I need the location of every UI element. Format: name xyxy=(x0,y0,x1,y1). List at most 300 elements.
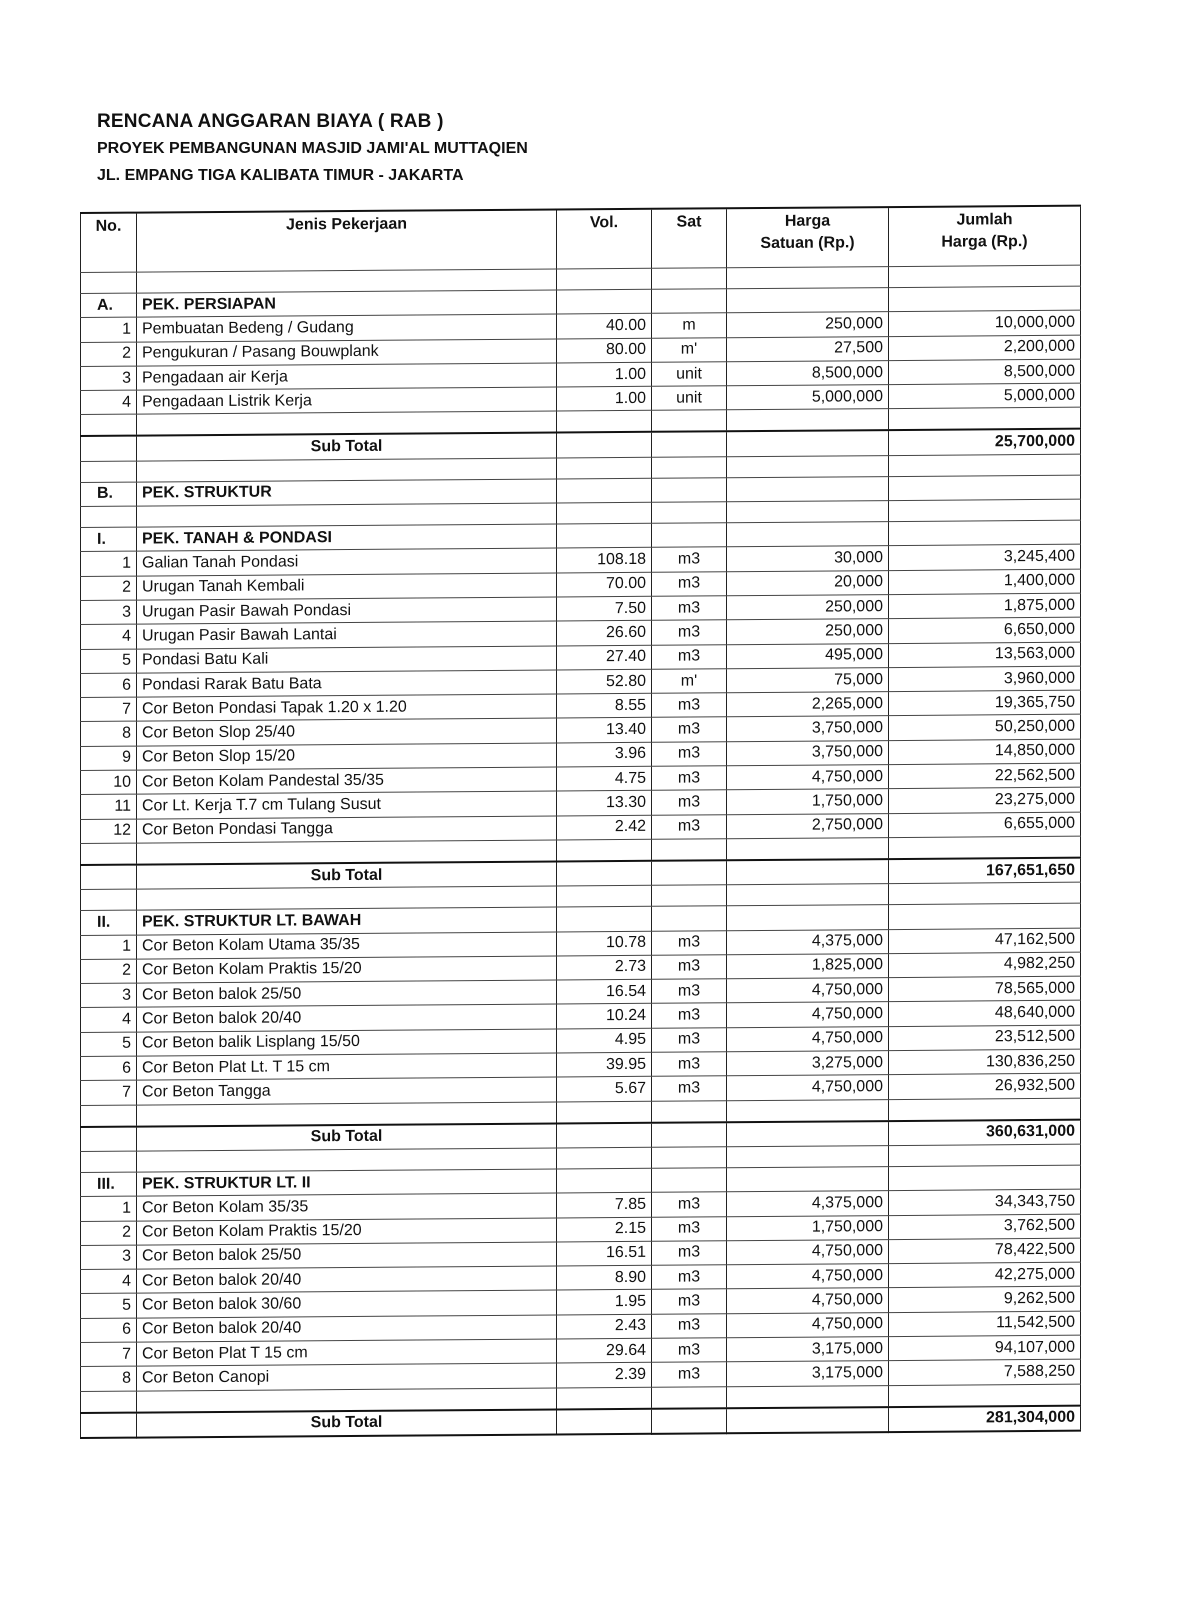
item-unit-price: 75,000 xyxy=(727,667,889,692)
item-unit-price: 1,750,000 xyxy=(727,1215,889,1240)
empty-cell xyxy=(557,411,652,433)
item-unit: m xyxy=(652,313,727,338)
section-title: PEK. TANAH & PONDASI xyxy=(137,524,557,551)
item-job: Cor Beton balok 20/40 xyxy=(137,1004,557,1031)
item-job: Cor Beton Slop 25/40 xyxy=(137,718,557,745)
item-no: 4 xyxy=(81,1269,137,1294)
subtotal-value: 167,651,650 xyxy=(889,858,1081,884)
empty-cell xyxy=(137,1102,557,1127)
empty-cell xyxy=(889,903,1081,929)
item-unit-price: 2,265,000 xyxy=(727,692,889,717)
section-title: PEK. PERSIAPAN xyxy=(137,290,557,317)
item-unit: m3 xyxy=(652,1192,727,1217)
item-job: Pengadaan air Kerja xyxy=(137,363,557,390)
empty-cell xyxy=(727,1145,889,1167)
empty-cell xyxy=(727,267,889,289)
empty-cell xyxy=(727,476,889,501)
empty-cell xyxy=(81,843,137,865)
empty-cell xyxy=(652,839,727,861)
budget-table xyxy=(80,205,1081,1439)
item-no: 10 xyxy=(81,770,137,795)
item-job: Cor Beton Kolam Praktis 15/20 xyxy=(137,1218,557,1245)
item-vol: 26.60 xyxy=(557,621,652,646)
empty-cell xyxy=(727,501,889,523)
item-no: 3 xyxy=(81,366,137,391)
empty-cell xyxy=(889,882,1081,904)
item-job: Cor Beton Tangga xyxy=(137,1077,557,1104)
empty-cell xyxy=(557,268,652,290)
empty-cell xyxy=(889,836,1081,859)
item-unit: m3 xyxy=(652,1027,727,1052)
item-job: Pondasi Rarak Batu Bata xyxy=(137,670,557,697)
item-total: 42,275,000 xyxy=(889,1262,1081,1288)
item-unit: m3 xyxy=(652,571,727,596)
item-vol: 5.67 xyxy=(557,1077,652,1102)
item-no: 5 xyxy=(81,1293,137,1318)
item-job: Cor Beton Slop 15/20 xyxy=(137,743,557,770)
section-title: PEK. STRUKTUR LT. BAWAH xyxy=(137,907,557,934)
item-vol: 29.64 xyxy=(557,1338,652,1363)
empty-cell xyxy=(557,289,652,314)
empty-cell xyxy=(652,432,727,457)
empty-cell xyxy=(81,865,137,890)
item-job: Cor Lt. Kerja T.7 cm Tulang Susut xyxy=(137,791,557,818)
empty-cell xyxy=(652,478,727,503)
empty-cell xyxy=(652,906,727,931)
empty-cell xyxy=(81,506,137,527)
empty-cell xyxy=(889,265,1081,287)
item-job: Pengadaan Listrik Kerja xyxy=(137,387,557,414)
empty-cell xyxy=(652,289,727,314)
item-vol: 2.39 xyxy=(557,1363,652,1388)
item-unit-price: 30,000 xyxy=(727,546,889,571)
item-no: 6 xyxy=(81,1318,137,1343)
empty-cell xyxy=(889,454,1081,476)
empty-cell xyxy=(81,461,137,482)
item-total: 13,563,000 xyxy=(889,642,1081,668)
item-unit-price: 4,375,000 xyxy=(727,929,889,954)
item-job: Cor Beton balok 20/40 xyxy=(137,1266,557,1293)
col-header-no: No. xyxy=(81,213,137,273)
empty-cell xyxy=(81,1126,137,1151)
empty-cell xyxy=(557,839,652,861)
empty-cell xyxy=(889,1165,1081,1191)
item-no: 4 xyxy=(81,624,137,649)
item-unit-price: 1,750,000 xyxy=(727,789,889,814)
item-no: 1 xyxy=(81,1196,137,1221)
item-unit: m3 xyxy=(652,1338,727,1363)
item-unit-price: 27,500 xyxy=(727,336,889,361)
empty-cell xyxy=(727,431,889,457)
item-job: Cor Beton Kolam Praktis 15/20 xyxy=(137,956,557,983)
item-unit-price: 4,750,000 xyxy=(727,1002,889,1027)
empty-cell xyxy=(889,286,1081,312)
section-title: PEK. STRUKTUR LT. II xyxy=(137,1169,557,1196)
item-total: 3,762,500 xyxy=(889,1214,1081,1240)
item-vol: 40.00 xyxy=(557,314,652,339)
item-vol: 27.40 xyxy=(557,645,652,670)
item-vol: 7.50 xyxy=(557,596,652,621)
item-total: 1,400,000 xyxy=(889,569,1081,595)
empty-cell xyxy=(557,907,652,932)
empty-cell xyxy=(557,457,652,479)
item-unit: m3 xyxy=(652,717,727,742)
item-total: 23,275,000 xyxy=(889,788,1081,814)
item-unit-price: 4,750,000 xyxy=(727,1075,889,1100)
item-no: 6 xyxy=(81,673,137,698)
item-unit: m3 xyxy=(652,814,727,839)
item-no: 1 xyxy=(81,317,137,342)
empty-cell xyxy=(81,1412,137,1438)
section-title: PEK. STRUKTUR xyxy=(137,479,557,506)
item-unit: m3 xyxy=(652,596,727,621)
item-unit-price: 1,825,000 xyxy=(727,953,889,978)
item-job: Pembuatan Bedeng / Gudang xyxy=(137,314,557,341)
item-job: Cor Beton balok 20/40 xyxy=(137,1315,557,1342)
item-vol: 4.75 xyxy=(557,766,652,791)
empty-cell xyxy=(727,859,889,885)
subtotal-label: Sub Total xyxy=(137,861,557,889)
section-code: B. xyxy=(81,482,137,507)
section-code: I. xyxy=(81,527,137,552)
empty-cell xyxy=(727,288,889,313)
item-unit-price: 4,750,000 xyxy=(727,1264,889,1289)
empty-cell xyxy=(557,478,652,503)
empty-cell xyxy=(652,268,727,290)
item-job: Cor Beton Kolam 35/35 xyxy=(137,1193,557,1220)
empty-cell xyxy=(652,1168,727,1193)
item-job: Cor Beton balok 25/50 xyxy=(137,980,557,1007)
item-vol: 2.73 xyxy=(557,955,652,980)
empty-cell xyxy=(557,1408,652,1434)
item-unit-price: 3,275,000 xyxy=(727,1051,889,1076)
empty-cell xyxy=(889,475,1081,501)
empty-cell xyxy=(727,522,889,547)
subtotal-value: 281,304,000 xyxy=(889,1405,1081,1432)
item-vol: 8.55 xyxy=(557,693,652,718)
item-no: 3 xyxy=(81,1245,137,1270)
item-total: 130,836,250 xyxy=(889,1049,1081,1075)
item-vol: 16.54 xyxy=(557,979,652,1004)
empty-cell xyxy=(557,1147,652,1169)
col-header-price-line1: Harga xyxy=(784,212,831,230)
col-header-price xyxy=(727,207,889,268)
empty-cell xyxy=(727,1166,889,1191)
empty-cell xyxy=(727,1121,889,1147)
item-no: 5 xyxy=(81,1032,137,1057)
document-header xyxy=(97,108,528,189)
item-vol: 3.96 xyxy=(557,742,652,767)
empty-cell xyxy=(727,905,889,930)
item-no: 7 xyxy=(81,1342,137,1367)
item-vol: 39.95 xyxy=(557,1052,652,1077)
item-job: Urugan Pasir Bawah Pondasi xyxy=(137,597,557,624)
item-job: Cor Beton Kolam Pandestal 35/35 xyxy=(137,767,557,794)
item-no: 2 xyxy=(81,1221,137,1246)
item-vol: 70.00 xyxy=(557,572,652,597)
item-total: 48,640,000 xyxy=(889,1001,1081,1027)
col-header-total-line2: Harga (Rp.) xyxy=(941,233,1028,251)
item-vol: 52.80 xyxy=(557,669,652,694)
item-unit: m3 xyxy=(652,1052,727,1077)
item-total: 22,562,500 xyxy=(889,763,1081,789)
item-vol: 4.95 xyxy=(557,1028,652,1053)
empty-cell xyxy=(137,840,557,865)
item-total: 1,875,000 xyxy=(889,593,1081,619)
item-unit: m3 xyxy=(652,1265,727,1290)
empty-cell xyxy=(727,1407,889,1433)
empty-cell xyxy=(81,272,137,293)
item-unit-price: 495,000 xyxy=(727,643,889,668)
item-job: Cor Beton Plat T 15 cm xyxy=(137,1339,557,1366)
item-vol: 13.30 xyxy=(557,791,652,816)
empty-cell xyxy=(889,1384,1081,1407)
item-unit: m3 xyxy=(652,1216,727,1241)
col-header-job: Jenis Pekerjaan xyxy=(137,210,557,273)
item-total: 8,500,000 xyxy=(889,359,1081,385)
item-unit-price: 250,000 xyxy=(727,619,889,644)
empty-cell xyxy=(727,455,889,477)
empty-cell xyxy=(727,884,889,906)
empty-cell xyxy=(727,409,889,432)
empty-cell xyxy=(652,1122,727,1147)
empty-cell xyxy=(557,502,652,524)
empty-cell xyxy=(652,860,727,885)
empty-cell xyxy=(652,1408,727,1434)
empty-cell xyxy=(652,1100,727,1122)
empty-cell xyxy=(557,886,652,908)
item-unit: m3 xyxy=(652,1003,727,1028)
empty-cell xyxy=(652,523,727,548)
subtotal-label: Sub Total xyxy=(137,433,557,461)
item-no: 1 xyxy=(81,551,137,576)
empty-cell xyxy=(652,457,727,479)
item-total: 19,365,750 xyxy=(889,690,1081,716)
item-vol: 2.42 xyxy=(557,815,652,840)
item-unit: m' xyxy=(652,337,727,362)
item-no: 12 xyxy=(81,819,137,844)
empty-cell xyxy=(557,1101,652,1123)
empty-cell xyxy=(81,415,137,437)
item-vol: 2.15 xyxy=(557,1217,652,1242)
item-total: 78,422,500 xyxy=(889,1238,1081,1264)
col-header-price-line2: Satuan (Rp.) xyxy=(760,234,855,253)
col-header-total-line1: Jumlah xyxy=(956,211,1013,229)
item-no: 5 xyxy=(81,649,137,674)
empty-cell xyxy=(137,1388,557,1413)
item-vol: 2.43 xyxy=(557,1314,652,1339)
item-unit-price: 3,175,000 xyxy=(727,1361,889,1386)
item-unit-price: 4,750,000 xyxy=(727,1239,889,1264)
item-job: Pondasi Batu Kali xyxy=(137,646,557,673)
empty-cell xyxy=(652,1147,727,1169)
empty-cell xyxy=(81,436,137,461)
item-unit: m3 xyxy=(652,930,727,955)
item-total: 47,162,500 xyxy=(889,928,1081,954)
item-vol: 1.00 xyxy=(557,362,652,387)
item-unit-price: 250,000 xyxy=(727,595,889,620)
empty-cell xyxy=(137,411,557,436)
item-total: 2,200,000 xyxy=(889,335,1081,361)
empty-cell xyxy=(652,885,727,907)
item-vol: 1.95 xyxy=(557,1290,652,1315)
empty-cell xyxy=(889,408,1081,431)
item-total: 6,655,000 xyxy=(889,812,1081,838)
item-vol: 16.51 xyxy=(557,1241,652,1266)
item-job: Cor Beton balok 25/50 xyxy=(137,1242,557,1269)
item-unit: m3 xyxy=(652,1313,727,1338)
item-no: 8 xyxy=(81,1366,137,1391)
empty-cell xyxy=(81,889,137,910)
item-job: Cor Beton Kolam Utama 35/35 xyxy=(137,932,557,959)
item-vol: 80.00 xyxy=(557,338,652,363)
item-unit-price: 3,750,000 xyxy=(727,740,889,765)
item-unit-price: 4,750,000 xyxy=(727,1288,889,1313)
item-unit: m3 xyxy=(652,790,727,815)
item-job: Cor Beton balok 30/60 xyxy=(137,1290,557,1317)
item-unit-price: 3,750,000 xyxy=(727,716,889,741)
section-code: III. xyxy=(81,1172,137,1197)
item-unit: m3 xyxy=(652,620,727,645)
item-unit-price: 4,750,000 xyxy=(727,1026,889,1051)
col-header-vol: Vol. xyxy=(557,209,652,269)
item-job: Urugan Tanah Kembali xyxy=(137,573,557,600)
item-total: 9,262,500 xyxy=(889,1287,1081,1313)
item-unit: m3 xyxy=(652,547,727,572)
item-unit: m3 xyxy=(652,1289,727,1314)
item-unit-price: 20,000 xyxy=(727,570,889,595)
item-vol: 7.85 xyxy=(557,1193,652,1218)
item-total: 94,107,000 xyxy=(889,1335,1081,1361)
empty-cell xyxy=(889,499,1081,521)
item-no: 7 xyxy=(81,1080,137,1105)
item-no: 3 xyxy=(81,983,137,1008)
empty-cell xyxy=(889,520,1081,546)
item-no: 2 xyxy=(81,576,137,601)
empty-cell xyxy=(727,838,889,861)
empty-cell xyxy=(889,1144,1081,1166)
item-vol: 1.00 xyxy=(557,386,652,411)
item-total: 78,565,000 xyxy=(889,976,1081,1002)
item-total: 5,000,000 xyxy=(889,383,1081,409)
item-total: 34,343,750 xyxy=(889,1189,1081,1215)
item-no: 4 xyxy=(81,1008,137,1033)
section-code: II. xyxy=(81,910,137,935)
item-unit-price: 250,000 xyxy=(727,312,889,337)
item-no: 6 xyxy=(81,1056,137,1081)
project-name: PROYEK PEMBANGUNAN MASJID JAMI'AL MUTTAQIEN xyxy=(97,140,528,157)
item-job: Cor Beton Plat Lt. T 15 cm xyxy=(137,1053,557,1080)
item-unit: m3 xyxy=(652,742,727,767)
item-job: Cor Beton Pondasi Tangga xyxy=(137,816,557,843)
item-total: 4,982,250 xyxy=(889,952,1081,978)
item-unit: m3 xyxy=(652,693,727,718)
item-total: 50,250,000 xyxy=(889,715,1081,741)
empty-cell xyxy=(81,1105,137,1127)
section-code: A. xyxy=(81,293,137,318)
item-unit: unit xyxy=(652,362,727,387)
item-unit-price: 2,750,000 xyxy=(727,813,889,838)
subtotal-value: 25,700,000 xyxy=(889,429,1081,455)
item-job: Cor Beton balik Lisplang 15/50 xyxy=(137,1029,557,1056)
item-unit-price: 8,500,000 xyxy=(727,360,889,385)
item-unit: m3 xyxy=(652,1076,727,1101)
empty-cell xyxy=(557,1168,652,1193)
item-no: 9 xyxy=(81,746,137,771)
item-unit-price: 4,750,000 xyxy=(727,978,889,1003)
empty-cell xyxy=(557,523,652,548)
empty-cell xyxy=(557,1387,652,1409)
item-no: 1 xyxy=(81,935,137,960)
item-job: Urugan Pasir Bawah Lantai xyxy=(137,621,557,648)
item-job: Cor Beton Canopi xyxy=(137,1363,557,1390)
item-unit: m3 xyxy=(652,644,727,669)
item-total: 14,850,000 xyxy=(889,739,1081,765)
item-unit-price: 4,375,000 xyxy=(727,1191,889,1216)
item-vol: 13.40 xyxy=(557,718,652,743)
item-total: 6,650,000 xyxy=(889,617,1081,643)
item-vol: 108.18 xyxy=(557,548,652,573)
item-total: 10,000,000 xyxy=(889,310,1081,336)
col-header-sat: Sat xyxy=(652,208,727,268)
item-job: Pengukuran / Pasang Bouwplank xyxy=(137,339,557,366)
empty-cell xyxy=(557,1122,652,1147)
table-header-row xyxy=(81,206,1081,273)
item-unit-price: 4,750,000 xyxy=(727,765,889,790)
item-unit: m3 xyxy=(652,766,727,791)
item-unit: m' xyxy=(652,669,727,694)
item-no: 8 xyxy=(81,722,137,747)
empty-cell xyxy=(557,861,652,886)
empty-cell xyxy=(81,1151,137,1172)
item-vol: 8.90 xyxy=(557,1265,652,1290)
item-no: 11 xyxy=(81,794,137,819)
empty-cell xyxy=(727,1099,889,1122)
item-vol: 10.24 xyxy=(557,1004,652,1029)
item-total: 3,960,000 xyxy=(889,666,1081,692)
item-unit: m3 xyxy=(652,1241,727,1266)
subtotal-label: Sub Total xyxy=(137,1409,557,1437)
item-unit-price: 3,175,000 xyxy=(727,1337,889,1362)
item-no: 3 xyxy=(81,600,137,625)
project-address: JL. EMPANG TIGA KALIBATA TIMUR - JAKARTA xyxy=(97,167,464,184)
item-job: Cor Beton Pondasi Tapak 1.20 x 1.20 xyxy=(137,694,557,721)
item-total: 26,932,500 xyxy=(889,1073,1081,1099)
empty-cell xyxy=(889,1098,1081,1121)
empty-cell xyxy=(727,1385,889,1408)
document-title: RENCANA ANGGARAN BIAYA ( RAB ) xyxy=(97,111,444,132)
item-no: 4 xyxy=(81,390,137,415)
empty-cell xyxy=(81,1391,137,1413)
empty-cell xyxy=(652,502,727,524)
item-unit: m3 xyxy=(652,1362,727,1387)
empty-cell xyxy=(652,410,727,432)
subtotal-value: 360,631,000 xyxy=(889,1119,1081,1145)
item-no: 7 xyxy=(81,697,137,722)
empty-cell xyxy=(557,432,652,457)
item-no: 2 xyxy=(81,959,137,984)
item-total: 3,245,400 xyxy=(889,545,1081,571)
item-unit-price: 4,750,000 xyxy=(727,1312,889,1337)
item-unit: m3 xyxy=(652,955,727,980)
item-unit: m3 xyxy=(652,979,727,1004)
item-vol: 10.78 xyxy=(557,931,652,956)
item-unit: unit xyxy=(652,386,727,411)
subtotal-label: Sub Total xyxy=(137,1123,557,1151)
item-no: 2 xyxy=(81,342,137,367)
item-total: 11,542,500 xyxy=(889,1311,1081,1337)
item-job: Galian Tanah Pondasi xyxy=(137,548,557,575)
